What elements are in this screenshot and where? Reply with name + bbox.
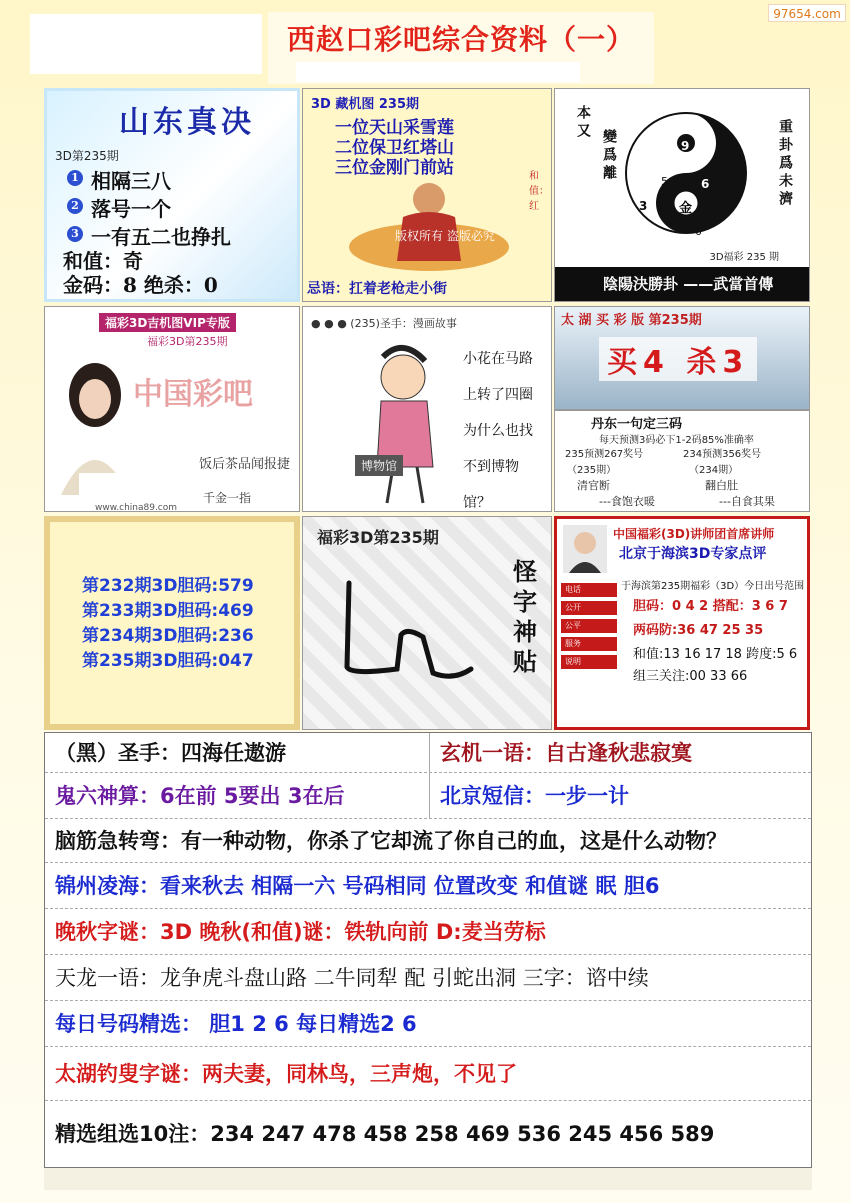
danma-line: 第235期3D胆码:047	[82, 651, 254, 671]
verse-line: 一位天山采雪莲	[335, 118, 454, 138]
digit: 3	[639, 199, 648, 213]
panel-danma	[44, 516, 300, 730]
digit: 6	[701, 177, 710, 191]
side-note: 和值：红	[529, 171, 549, 212]
side-title: 怪字神贴	[513, 558, 537, 676]
panel-header: ● ● ● (235)圣手：漫画故事	[311, 317, 457, 330]
note: 每天预测3码必下1-2码85%准确率	[599, 435, 754, 446]
danma-line: 第233期3D胆码:469	[82, 601, 254, 621]
panel-dandong	[554, 410, 810, 512]
panel-comic	[302, 306, 552, 512]
panel-subheader: 北京于海滨3D专家点评	[619, 546, 767, 562]
left-column-text: 變爲離	[601, 129, 617, 183]
panel-footer: 忌语：扛着老枪走小街	[303, 277, 551, 301]
prediction-line: 胆码：0 4 2 搭配：3 6 7	[633, 599, 788, 614]
left-column-text: 本又	[575, 105, 591, 141]
side-menu-item: 公开	[561, 601, 617, 615]
verse-line: 二位保卫红塔山	[335, 138, 454, 158]
issue-label: （234期）	[689, 465, 739, 476]
info-rows	[44, 732, 812, 1168]
info-row: 精选组选10注：234 247 478 458 258 469 536 245 456 589	[55, 1122, 715, 1146]
digit: 9	[681, 139, 690, 153]
gold-line: 金码：8 绝杀：0	[63, 273, 218, 297]
issue-label: 3D第235期	[55, 149, 119, 163]
side-menu-item: 服务	[561, 637, 617, 651]
info-row: 鬼六神算：6在前 5要出 3在后 北京短信：一步一计	[45, 773, 811, 819]
blank-patch	[633, 687, 809, 727]
range-caption: 于海滨第235期福彩（3D）今日出号范围	[621, 581, 805, 592]
panel-header: 3D 藏机图 235期	[311, 97, 420, 112]
blank-patch	[30, 14, 262, 74]
prediction-line: 组三关注:00 33 66	[633, 669, 748, 684]
issue-label: （235期）	[567, 465, 617, 476]
danma-line: 第234期3D胆码:236	[82, 626, 254, 646]
caption: 饭后茶品闻报捷	[199, 457, 291, 472]
digit: 0	[695, 225, 702, 238]
strange-glyph-icon	[337, 577, 477, 687]
yinyang-icon	[623, 93, 749, 253]
info-row: 晚秋字谜：3D 晚秋(和值)谜：铁轨向前 D:麦当劳标	[45, 909, 811, 955]
panel-header: 中国福彩(3D)讲师团首席讲师	[613, 527, 775, 541]
prediction: 235预测267奖号	[565, 449, 644, 460]
answer: ---食饱衣暖	[599, 495, 655, 508]
panel-shandong: 山东真决 3D第235期 1 相隔三八 2 落号一个 3 一有五二也挣扎 和值：奇 金码：8 绝杀：0	[44, 88, 300, 302]
prediction: 234预测356奖号	[683, 449, 762, 460]
panel-cangjitu	[302, 88, 552, 302]
right-column-text: 重卦爲未濟	[777, 119, 793, 209]
info-row: 锦州凌海：看来秋去 相隔一六 号码相同 位置改变 和值谜 眠 胆6	[45, 863, 811, 909]
info-row: 每日号码精选： 胆1 2 6 每日精选2 6	[45, 1001, 811, 1047]
riddle: 清官断	[577, 479, 610, 492]
panel-heading: 福彩3D吉机图VIP专版	[99, 313, 236, 332]
side-menu-item: 电话	[561, 583, 617, 597]
danma-list	[82, 574, 262, 674]
panel-header: 丹东一句定三码	[591, 417, 683, 432]
panel-header: 太 湖 买 彩 版 第235期	[561, 313, 702, 328]
comic-figure-icon	[323, 337, 453, 507]
page-title: 西赵口彩吧综合资料（一）	[286, 23, 635, 56]
issue-label: 福彩3D第235期	[147, 335, 228, 348]
site-watermark: 97654.com	[768, 4, 846, 22]
panel-footer: 陰陽決勝卦 ——武當首傳	[555, 267, 809, 301]
buy-kill-label: 买4 杀3	[599, 337, 757, 381]
side-menu-item: 公平	[561, 619, 617, 633]
verse-line: 三位金刚门前站	[335, 158, 454, 178]
danma-line: 第232期3D胆码:579	[82, 576, 254, 596]
panel-header: 福彩3D第235期	[317, 528, 439, 547]
panel-heading: 山东真决	[119, 105, 255, 140]
logo-text: 中国彩吧	[133, 377, 253, 412]
panel-vip	[44, 306, 300, 512]
blank-patch	[79, 473, 179, 499]
prediction-line: 和值:13 16 17 18 跨度:5 6	[633, 647, 798, 662]
center-char: 金	[679, 201, 693, 216]
panel-taihu	[554, 306, 810, 410]
prediction-line: 两码防:36 47 25 35	[633, 623, 764, 638]
info-row: （黑）圣手：四海任遨游 玄机一语：自古逢秋悲寂寞	[45, 733, 811, 773]
panel-expert	[554, 516, 810, 730]
panel-yinyang	[554, 88, 810, 302]
blank-patch	[296, 62, 580, 82]
info-row: 太湖钓叟字谜：两夫妻，同林鸟，三声炮，不见了	[45, 1047, 811, 1101]
monk-figure-icon	[343, 177, 513, 273]
riddle: 翻白肚	[705, 479, 738, 492]
signature: 千金一指	[203, 491, 252, 505]
issue-label: 3D福彩 235 期	[709, 252, 779, 263]
sum-line: 和值：奇	[63, 249, 143, 273]
expert-avatar	[563, 525, 607, 573]
site-url: www.china89.com	[95, 503, 178, 512]
comic-verse: 小花在马路 上转了四圈 为什么也找 不到博物馆？	[463, 351, 533, 511]
info-row: 脑筋急转弯：有一种动物，你杀了它却流了你自己的血，这是什么动物？	[45, 819, 811, 863]
museum-sign: 博物馆	[355, 455, 403, 476]
bottom-strip	[44, 1168, 812, 1190]
info-row: 天龙一语：龙争虎斗盘山路 二牛同犁 配 引蛇出洞 三字：谘中续	[45, 955, 811, 1001]
digit: 5	[661, 175, 668, 188]
copyright-stamp: 版权所有 盗版必究	[395, 229, 495, 243]
panel-guaizi	[302, 516, 552, 730]
answer: ---自食其果	[719, 495, 775, 508]
side-menu-item: 说明	[561, 655, 617, 669]
